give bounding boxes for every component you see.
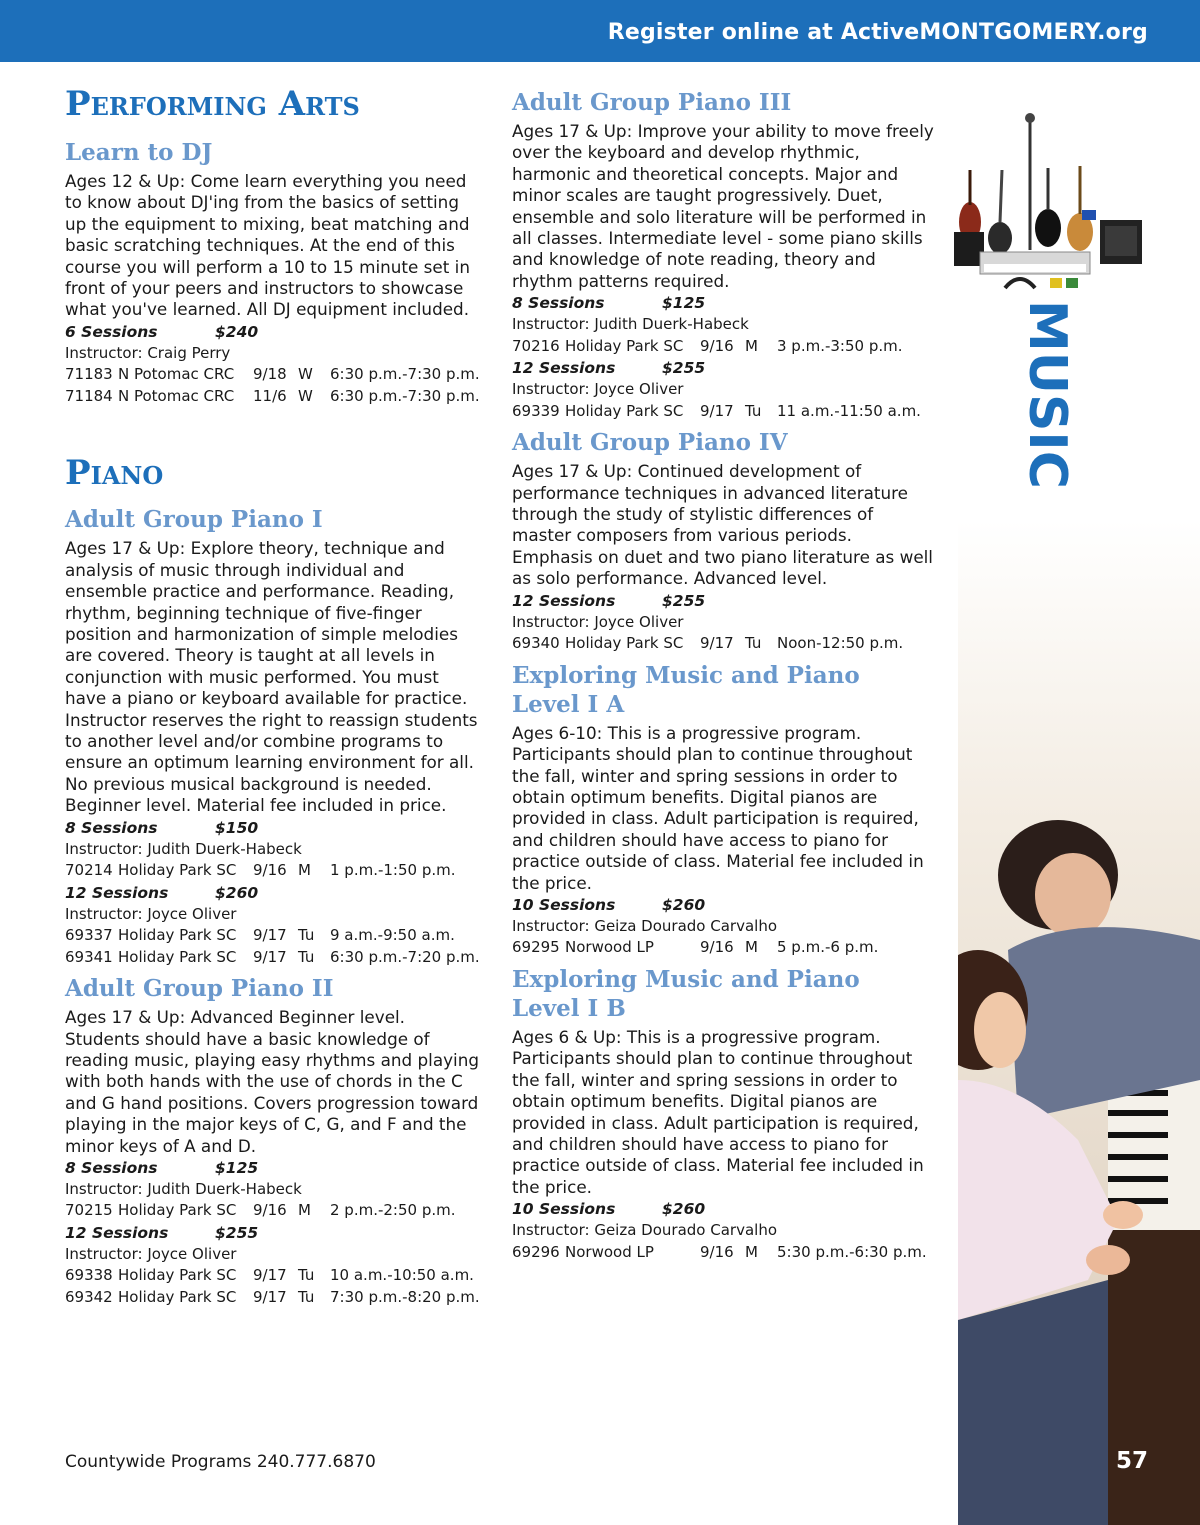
course-title: Adult Group Piano III bbox=[512, 89, 792, 116]
course-exploring-1a bbox=[512, 661, 937, 959]
session-count: 8 Sessions bbox=[65, 818, 158, 837]
course-title bbox=[512, 965, 937, 1023]
course-piano-2 bbox=[65, 974, 485, 1308]
day: W bbox=[298, 365, 313, 384]
start-date: 11/6 bbox=[253, 386, 287, 405]
start-date: 9/16 bbox=[253, 861, 287, 880]
day: Tu bbox=[745, 401, 762, 420]
session-info bbox=[512, 293, 937, 314]
instructor: Instructor: Judith Duerk-Habeck bbox=[65, 1179, 302, 1198]
section-title-performing-arts: Performing Arts bbox=[65, 84, 360, 124]
location: N Potomac CRC bbox=[118, 386, 235, 405]
session-price: $125 bbox=[215, 1158, 259, 1177]
schedule-row bbox=[65, 1265, 485, 1287]
course-title: Adult Group Piano I bbox=[65, 506, 323, 534]
session-info bbox=[65, 1223, 485, 1244]
activity-number: 71184 bbox=[65, 386, 113, 405]
start-date: 9/16 bbox=[700, 938, 734, 957]
session-price: $255 bbox=[662, 359, 706, 378]
course-title-line: Exploring Music and Piano bbox=[512, 661, 860, 689]
time: 1 p.m.-1:50 p.m. bbox=[330, 861, 456, 880]
instructor: Instructor: Joyce Oliver bbox=[65, 1244, 237, 1263]
instructor: Instructor: Judith Duerk-Habeck bbox=[512, 315, 749, 334]
course-title: Adult Group Piano IV bbox=[512, 429, 788, 457]
footer-contact: Countywide Programs 240.777.6870 bbox=[65, 1452, 376, 1472]
course-title: Learn to DJ bbox=[65, 139, 213, 166]
time: 5 p.m.-6 p.m. bbox=[777, 938, 879, 957]
session-count: 10 Sessions bbox=[512, 895, 616, 914]
register-link[interactable]: Register online at ActiveMONTGOMERY.org bbox=[607, 20, 1148, 45]
schedule-row bbox=[512, 937, 937, 959]
instructor: Instructor: Craig Perry bbox=[65, 343, 231, 362]
start-date: 9/17 bbox=[253, 1287, 287, 1306]
course-description: Ages 6-10: This is a progressive program. Participants should plan to continue throughout the fall, winter and spring sessions in order to obtain optimum benefits. Digital pianos are provided in class. Adult participation is required, and children should have access to piano for practice outside of class. Material fee included in the price. bbox=[512, 722, 924, 893]
session-info bbox=[65, 1158, 485, 1179]
session-count: 10 Sessions bbox=[512, 1200, 616, 1219]
day: Tu bbox=[298, 926, 315, 945]
course-piano-4 bbox=[512, 428, 937, 654]
location: Holiday Park SC bbox=[118, 947, 237, 966]
day: Tu bbox=[298, 1287, 315, 1306]
course-description: Ages 17 & Up: Explore theory, technique and analysis of music through individual and ensemble practice and performance. Reading, rhythm, beginning technique of five-finger position and harmonization of simple melodies are covered. Theory is taught at all levels in conjunction with music performed. You must have a piano or keyboard available for practice. Instructor reserves the right to reassign students to another level and/or combine programs to ensure an optimum learning environment for all. No previous musical background is needed. Beginner level. Material fee included in price. bbox=[65, 538, 478, 816]
time: 6:30 p.m.-7:30 p.m. bbox=[330, 386, 480, 405]
start-date: 9/18 bbox=[253, 365, 287, 384]
session-info bbox=[512, 358, 937, 379]
location: Holiday Park SC bbox=[565, 634, 684, 653]
activity-number: 70216 bbox=[512, 336, 560, 355]
location: Holiday Park SC bbox=[118, 926, 237, 945]
activity-number: 69296 bbox=[512, 1242, 560, 1261]
schedule-row bbox=[512, 336, 937, 358]
location: Holiday Park SC bbox=[118, 1266, 237, 1285]
location: Holiday Park SC bbox=[565, 401, 684, 420]
start-date: 9/17 bbox=[253, 947, 287, 966]
schedule-row bbox=[65, 364, 485, 386]
time: 3 p.m.-3:50 p.m. bbox=[777, 336, 903, 355]
session-info bbox=[512, 591, 937, 612]
schedule-row bbox=[512, 1242, 937, 1264]
course-learn-dj bbox=[65, 138, 485, 407]
start-date: 9/17 bbox=[253, 1266, 287, 1285]
instructor: Instructor: Joyce Oliver bbox=[512, 612, 684, 631]
location: N Potomac CRC bbox=[118, 365, 235, 384]
time: 6:30 p.m.-7:20 p.m. bbox=[330, 947, 480, 966]
schedule-row bbox=[65, 925, 485, 947]
music-vertical-text: MUSIC bbox=[1017, 300, 1077, 489]
activity-number: 69342 bbox=[65, 1287, 113, 1306]
session-count: 8 Sessions bbox=[512, 294, 605, 313]
instructor: Instructor: Joyce Oliver bbox=[512, 380, 684, 399]
header-bar bbox=[0, 0, 1200, 62]
session-count: 6 Sessions bbox=[65, 322, 158, 341]
course-description: Ages 6 & Up: This is a progressive program. Participants should plan to continue throughout the fall, winter and spring sessions in order to obtain optimum benefits. Digital pianos are provided in class. Adult participation is required, and children should have access to piano for practice outside of class. Material fee included in the price. bbox=[512, 1026, 924, 1197]
instructor: Instructor: Joyce Oliver bbox=[65, 904, 237, 923]
location: Holiday Park SC bbox=[118, 861, 237, 880]
section-title-piano: Piano bbox=[65, 453, 164, 494]
session-count: 12 Sessions bbox=[65, 1223, 169, 1242]
course-title-line: Exploring Music and Piano bbox=[512, 965, 860, 993]
course-piano-3 bbox=[512, 88, 937, 422]
activity-number: 69339 bbox=[512, 401, 560, 420]
session-price: $255 bbox=[662, 591, 706, 610]
day: Tu bbox=[298, 1266, 315, 1285]
session-price: $125 bbox=[662, 294, 706, 313]
left-column bbox=[65, 84, 485, 1314]
middle-column bbox=[512, 88, 937, 1269]
activity-number: 69341 bbox=[65, 947, 113, 966]
activity-number: 69295 bbox=[512, 938, 560, 957]
session-price: $255 bbox=[215, 1223, 259, 1242]
start-date: 9/16 bbox=[700, 336, 734, 355]
session-info bbox=[65, 818, 485, 839]
day: M bbox=[745, 1242, 758, 1261]
day: M bbox=[298, 861, 311, 880]
session-price: $240 bbox=[215, 322, 259, 341]
course-description: Ages 12 & Up: Come learn everything you need to know about DJ'ing from the basics of setting up the equipment to mixing, beat matching and basic scratching techniques. At the end of this course you will perform a 10 to 15 minute set in front of your peers and instructors to showcase what you've learned. All DJ equipment included. bbox=[65, 171, 470, 320]
activity-number: 69340 bbox=[512, 634, 560, 653]
instructor: Instructor: Judith Duerk-Habeck bbox=[65, 839, 302, 858]
course-description: Ages 17 & Up: Advanced Beginner level. Students should have a basic knowledge of reading music, playing easy rhythms and playing with both hands with the use of chords in the C and G hand positions. Covers progression toward playing in the major keys of C, G, and F and the minor keys of A and D. bbox=[65, 1007, 479, 1156]
session-price: $260 bbox=[215, 883, 259, 902]
session-count: 12 Sessions bbox=[512, 591, 616, 610]
time: 7:30 p.m.-8:20 p.m. bbox=[330, 1287, 480, 1306]
time: 9 a.m.-9:50 a.m. bbox=[330, 926, 455, 945]
start-date: 9/17 bbox=[253, 926, 287, 945]
day: M bbox=[745, 938, 758, 957]
schedule-row bbox=[65, 386, 485, 408]
activity-number: 71183 bbox=[65, 365, 113, 384]
schedule-row bbox=[65, 1287, 485, 1309]
day: W bbox=[298, 386, 313, 405]
session-count: 8 Sessions bbox=[65, 1158, 158, 1177]
location: Holiday Park SC bbox=[118, 1287, 237, 1306]
course-piano-1 bbox=[65, 505, 485, 968]
session-info bbox=[512, 1199, 937, 1220]
instruments-illustration bbox=[950, 110, 1178, 298]
session-info bbox=[65, 883, 485, 904]
session-info bbox=[65, 322, 485, 343]
time: 5:30 p.m.-6:30 p.m. bbox=[777, 1242, 927, 1261]
session-info bbox=[512, 895, 937, 916]
time: Noon-12:50 p.m. bbox=[777, 634, 904, 653]
day: Tu bbox=[298, 947, 315, 966]
start-date: 9/16 bbox=[253, 1201, 287, 1220]
activity-number: 69338 bbox=[65, 1266, 113, 1285]
schedule-row bbox=[65, 860, 485, 882]
music-vertical-label bbox=[1000, 300, 1080, 500]
activity-number: 70215 bbox=[65, 1201, 113, 1220]
piano-lesson-photo bbox=[958, 520, 1200, 1525]
page-number: 57 bbox=[1116, 1448, 1149, 1474]
time: 11 a.m.-11:50 a.m. bbox=[777, 401, 921, 420]
schedule-row bbox=[65, 947, 485, 969]
course-exploring-1b bbox=[512, 965, 937, 1263]
schedule-row bbox=[512, 633, 937, 655]
session-price: $260 bbox=[662, 1200, 706, 1219]
start-date: 9/17 bbox=[700, 634, 734, 653]
instructor: Instructor: Geiza Dourado Carvalho bbox=[512, 1221, 777, 1240]
session-count: 12 Sessions bbox=[512, 359, 616, 378]
day: M bbox=[298, 1201, 311, 1220]
course-title-line: Level I A bbox=[512, 690, 625, 718]
location: Norwood LP bbox=[565, 938, 654, 957]
time: 6:30 p.m.-7:30 p.m. bbox=[330, 365, 480, 384]
start-date: 9/16 bbox=[700, 1242, 734, 1261]
schedule-row bbox=[512, 401, 937, 423]
start-date: 9/17 bbox=[700, 401, 734, 420]
location: Holiday Park SC bbox=[118, 1201, 237, 1220]
location: Norwood LP bbox=[565, 1242, 654, 1261]
location: Holiday Park SC bbox=[565, 336, 684, 355]
course-title bbox=[512, 661, 937, 719]
session-count: 12 Sessions bbox=[65, 883, 169, 902]
activity-number: 69337 bbox=[65, 926, 113, 945]
course-title-line: Level I B bbox=[512, 994, 626, 1022]
activity-number: 70214 bbox=[65, 861, 113, 880]
day: Tu bbox=[745, 634, 762, 653]
session-price: $150 bbox=[215, 818, 259, 837]
course-description: Ages 17 & Up: Continued development of performance techniques in advanced literature through the study of stylistic differences of master composers from various periods. Emphasis on duet and two piano literature as well as solo performance. Advanced level. bbox=[512, 461, 933, 589]
time: 2 p.m.-2:50 p.m. bbox=[330, 1201, 456, 1220]
course-title: Adult Group Piano II bbox=[65, 975, 334, 1003]
course-description: Ages 17 & Up: Improve your ability to move freely over the keyboard and develop rhythmic, harmonic and theoretical concepts. Major and minor scales are taught progressively. Duet, ensemble and solo literature will be performed in all classes. Intermediate level - some piano skills and knowledge of note reading, theory and rhythm patterns required. bbox=[512, 121, 934, 291]
time: 10 a.m.-10:50 a.m. bbox=[330, 1266, 474, 1285]
session-price: $260 bbox=[662, 895, 706, 914]
day: M bbox=[745, 336, 758, 355]
instructor: Instructor: Geiza Dourado Carvalho bbox=[512, 916, 777, 935]
schedule-row bbox=[65, 1200, 485, 1222]
